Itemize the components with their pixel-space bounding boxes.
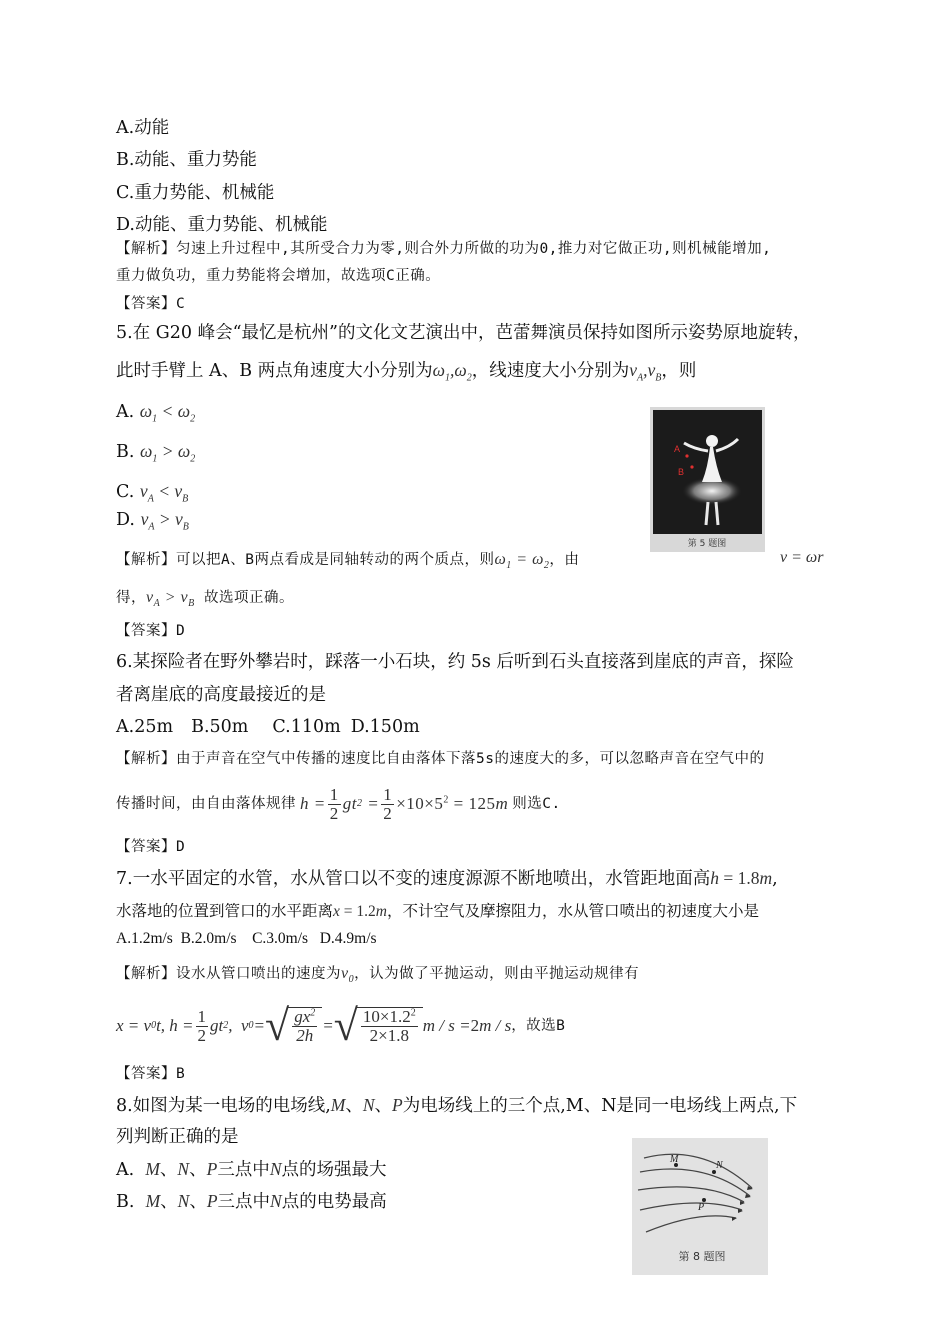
q8-option-a: A. M、N、P三点中N点的场强最大	[116, 1159, 387, 1180]
q5-stem-line-1: 5.在 G20 峰会“最忆是杭州”的文化文艺演出中，芭蕾舞演员保持如图所示姿势原地旋转，	[116, 323, 811, 343]
q5-velocity-pair: $v_A,v_B$	[629, 360, 662, 384]
q7-analysis-line-1	[116, 963, 639, 985]
q7-analysis-text-b: ，认为做了平抛运动，则由平抛运动规律有	[354, 966, 640, 982]
q5-option-b-label: B.	[116, 442, 135, 462]
q5-answer: 【答案】D	[116, 623, 186, 639]
q8-stem-line-2: 列判断正确的是	[116, 1127, 239, 1147]
q5-analysis-text-c: 得，	[116, 590, 146, 606]
q6-analysis-formula: h = $\frac{1}{2}$ gt 2 = $\frac{1}{2}$ $\times 10\times 5^2 = 125$ m	[300, 784, 509, 823]
q4-analysis-line-2: 重力做负功，重力势能将会增加，故选项C正确。	[116, 268, 441, 284]
q8-option-b-end: 点的电势最高	[281, 1192, 387, 1212]
q5-analysis-text-a: 【解析】可以把A、B两点看成是同轴转动的两个质点，则	[116, 552, 495, 568]
q8-stem-text-a: 8.如图为某一电场的电场线,	[116, 1096, 331, 1116]
q8-option-b-label: B.	[116, 1192, 135, 1212]
q5-stem-text-b: ，线速度大小分别为	[471, 361, 630, 381]
q6-answer: 【答案】D	[116, 839, 186, 855]
q8-option-a-label: A.	[116, 1160, 135, 1180]
q7-height-formula: h = 1.8m	[710, 868, 773, 888]
q7-analysis-formula: x = v 0 t, h = $\frac{1}{2}$ gt 2 , v 0 = √ $\frac{gx^2}{2h}$ = √ $\frac{10\times 1.2^2}{2\times 1.8}$ m / s = 2 m / s	[116, 1001, 512, 1050]
q6-option-a: A.25m	[116, 717, 174, 737]
q8-point-n: N	[362, 1095, 375, 1115]
q7-analysis-text-a: 【解析】设水从管口喷出的速度为	[116, 966, 341, 982]
q5-analysis-formula-vwr: v = ωr	[780, 549, 824, 566]
q4-option-d: D.动能、重力势能、机械能	[116, 215, 328, 235]
q5-option-a-formula: $\omega_1 < \omega_2$	[139, 401, 196, 425]
q5-option-b-formula: $\omega_1 > \omega_2$	[140, 441, 196, 465]
q5-option-d	[116, 508, 189, 531]
q7-stem-line-1: 7.一水平固定的水管，水从管口以不变的速度源源不断地喷出，水管距地面高h = 1.8m,	[116, 868, 778, 889]
q5-stem-text-a: 此时手臂上 A、B 两点角速度大小分别为	[116, 361, 433, 381]
q6-option-b: B.50m	[191, 717, 249, 737]
q5-analysis-text-d: 故选项正确。	[203, 590, 294, 606]
q6-options	[116, 716, 420, 738]
q7-analysis-line-2	[116, 998, 565, 1054]
q5-option-d-formula: $v_A > v_B$	[140, 509, 189, 533]
q5-analysis-formula-v: $v_A > v_B$	[146, 589, 195, 610]
q6-analysis-text-a: 传播时间，由自由落体规律	[116, 796, 296, 812]
q7-v0-symbol: $v_0$	[341, 965, 355, 986]
q7-stem-text-c: ，不计空气及摩擦阻力，水从管口喷出的初速度大小是	[386, 902, 759, 920]
q8-figure-label-n: N	[716, 1160, 723, 1171]
q5-option-d-label: D.	[116, 510, 135, 530]
q8-points-mnp: M	[330, 1095, 346, 1115]
q5-figure-label-b: B	[678, 467, 685, 477]
q8-stem-line-1: 8.如图为某一电场的电场线,M、N、P为电场线上的三个点,M、N是同一电场线上两点,下	[116, 1095, 798, 1116]
q4-option-a: A.动能	[116, 118, 170, 138]
q5-option-c-formula: $v_A < v_B$	[139, 481, 189, 505]
q7-option-b: B.2.0m/s	[180, 930, 237, 947]
q8-option-b-text: 三点中	[217, 1192, 271, 1212]
q8-option-a-end: 点的场强最大	[281, 1160, 387, 1180]
q5-analysis-text-b: ，由	[549, 552, 580, 568]
q5-option-a	[116, 400, 195, 423]
q5-option-c-label: C.	[116, 482, 135, 502]
q4-answer: 【答案】C	[116, 296, 186, 312]
q5-stem-text-c: ，则	[661, 361, 697, 381]
q6-analysis-line-1: 【解析】由于声音在空气中传播的速度比自由落体下落5s的速度大的多，可以忽略声音在空气中的	[116, 751, 765, 767]
q6-option-c: C.110m	[272, 717, 341, 737]
q4-option-b: B.动能、重力势能	[116, 150, 257, 170]
q8-point-p: P	[392, 1095, 403, 1115]
q5-omega-pair: $\omega_1,\omega_2$	[432, 360, 472, 384]
q4-option-c: C.重力势能、机械能	[116, 183, 275, 203]
q7-analysis-text-c: ，故选B	[511, 1018, 566, 1034]
q8-option-a-text: 三点中	[217, 1160, 270, 1180]
q5-analysis-line-2	[116, 587, 294, 609]
q5-option-a-label: A.	[116, 402, 135, 422]
q6-analysis-text-b: 则选C.	[512, 796, 561, 812]
q6-stem-line-1: 6.某探险者在野外攀岩时，踩落一小石块，约 5s 后听到石头直接落到崖底的声音，探险	[116, 652, 794, 672]
q6-stem-line-2: 者离崖底的高度最接近的是	[116, 685, 326, 705]
q8-figure-label-p: P	[698, 1202, 705, 1213]
q5-figure-caption: 第 5 题图	[687, 539, 727, 549]
q6-option-d: D.150m	[350, 717, 420, 737]
q5-analysis-line-1	[116, 549, 579, 571]
q4-analysis-line-1: 【解析】匀速上升过程中,其所受合力为零,则合外力所做的功为0,推力对它做正功,则机械能增加,	[116, 241, 772, 257]
q5-option-c	[116, 480, 188, 503]
q7-stem-text-a: 7.一水平固定的水管，水从管口以不变的速度源源不断地喷出，水管距地面高	[116, 869, 711, 889]
q7-distance-formula: x = 1.2m	[333, 903, 387, 920]
q5-figure-label-a: A	[674, 444, 681, 454]
q7-option-d: D.4.9m/s	[319, 930, 377, 947]
q8-figure-caption: 第 8 题图	[678, 1250, 726, 1263]
q5-option-b	[116, 440, 195, 463]
q5-analysis-formula-omega: $\omega_1 = \omega_2$	[494, 551, 550, 572]
q8-stem-text-b: 为电场线上的三个点,M、N是同一电场线上两点,下	[402, 1096, 798, 1116]
q7-answer: 【答案】B	[116, 1066, 186, 1082]
q5-stem-line-2	[116, 359, 696, 382]
q6-analysis-line-2	[116, 782, 561, 826]
q7-stem-text-b: 水落地的位置到管口的水平距离	[116, 902, 334, 920]
q8-field-lines-figure	[632, 1138, 768, 1275]
q7-option-a: A.1.2m/s	[116, 930, 173, 947]
q8-option-b: B. M、N、P三点中N点的电势最高	[116, 1191, 387, 1212]
q8-figure-label-m: M	[670, 1154, 679, 1165]
q7-stem-line-2	[116, 900, 759, 923]
q7-option-c: C.3.0m/s	[252, 930, 309, 947]
q7-options	[116, 928, 377, 950]
q5-dancer-figure	[650, 407, 765, 552]
